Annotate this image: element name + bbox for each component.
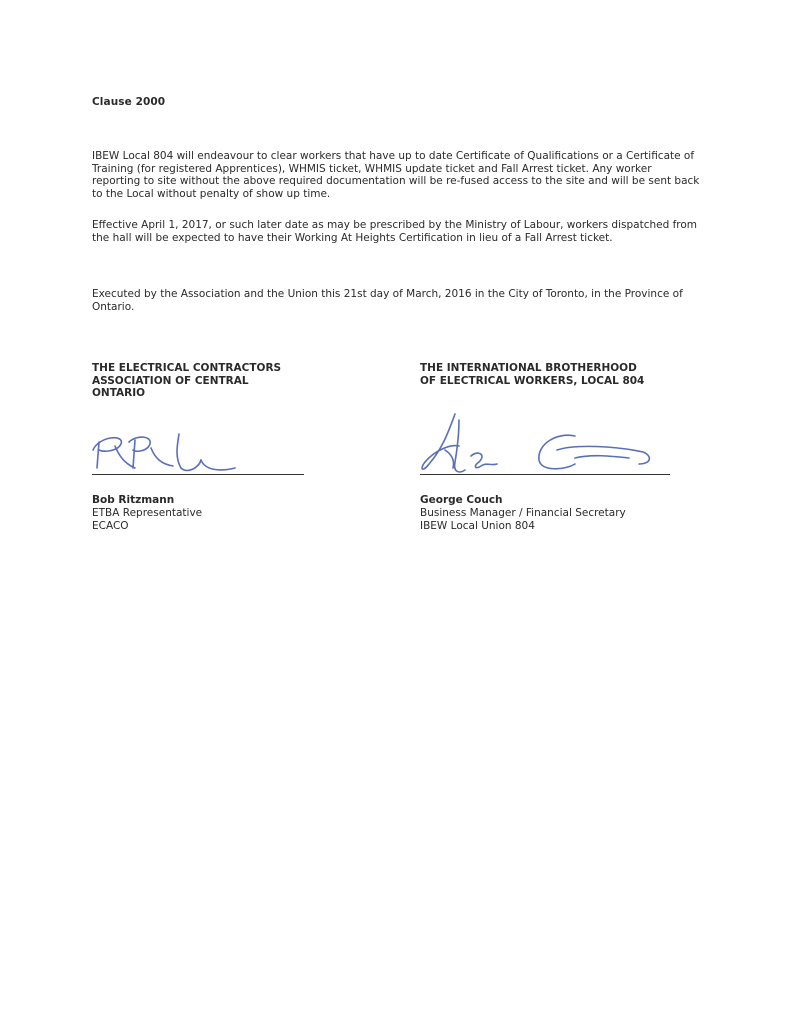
paragraph-effective-date [92, 219, 702, 244]
association-party-name [92, 362, 281, 400]
union-signature-line [420, 474, 670, 475]
union-signer [420, 494, 626, 533]
paragraph-line: IBEW Local 804 will endeavour to clear workers that have up to date Certificate of Qualifications or a Certificate of [92, 150, 695, 162]
paragraph-line: reporting to site without the above required documentation will be re-fused access to the site and will be sent back [92, 175, 700, 187]
clause-title: Clause 2000 [92, 96, 166, 108]
signer-role: Business Manager / Financial Secretary [420, 507, 626, 519]
party-name-line: OF ELECTRICAL WORKERS, LOCAL 804 [420, 374, 645, 387]
paragraph-line: Training (for registered Apprentices), WHMIS ticket, WHMIS update ticket and Fall Arrest ticket. Any worker [92, 162, 652, 175]
paragraph-execution [92, 288, 702, 313]
party-name-line: THE INTERNATIONAL BROTHERHOOD [420, 362, 637, 374]
paragraph-clearance [92, 150, 702, 200]
association-signature-line [92, 474, 304, 475]
party-name-line: ASSOCIATION OF CENTRAL [92, 374, 249, 387]
association-signer [92, 494, 202, 533]
signer-organization: ECACO [92, 520, 129, 532]
paragraph-line: Ontario. [92, 300, 135, 313]
signer-organization: IBEW Local Union 804 [420, 520, 535, 532]
party-name-line: THE ELECTRICAL CONTRACTORS [92, 362, 282, 374]
paragraph-line: Effective April 1, 2017, or such later date as may be prescribed by the Ministry of Labour, workers dispatched from [92, 219, 698, 231]
union-signature [415, 410, 665, 482]
association-signature [85, 428, 245, 478]
signer-name: Bob Ritzmann [92, 494, 175, 506]
signer-name: George Couch [420, 494, 503, 506]
signer-role: ETBA Representative [92, 507, 203, 519]
paragraph-line: to the Local without penalty of show up time. [92, 187, 331, 200]
paragraph-line: the hall will be expected to have their Working At Heights Certification in lieu of a Fall Arrest ticket. [92, 231, 613, 244]
paragraph-line: Executed by the Association and the Union this 21st day of March, 2016 in the City of Toronto, in the Province of [92, 288, 683, 300]
party-name-line: ONTARIO [92, 387, 146, 399]
union-party-name [420, 362, 644, 387]
